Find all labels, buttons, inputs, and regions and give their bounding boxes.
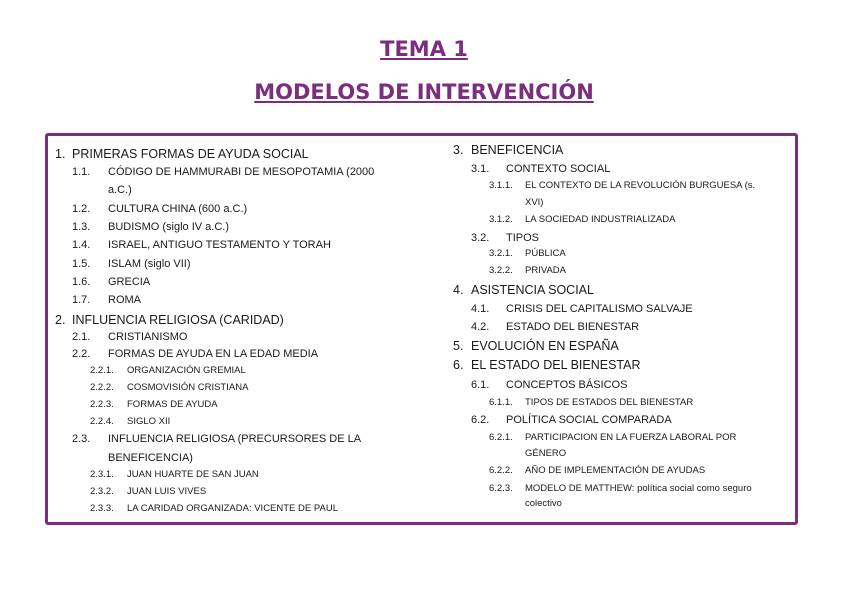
outline-text: ISLAM (siglo VII) <box>108 258 191 270</box>
outline-number: 2.3.1. <box>90 469 114 480</box>
outline-text: TIPOS <box>506 232 540 244</box>
outline-text: PRIVADA <box>525 265 567 276</box>
outline-number: 6.1.1. <box>489 397 513 408</box>
outline-number: 6.2.1. <box>489 432 513 443</box>
outline-text: EVOLUCIÓN EN ESPAÑA <box>471 339 619 353</box>
outline-number: 1.5. <box>72 258 91 270</box>
outline-number: 3.1.2. <box>489 214 513 225</box>
outline-number: 1.6. <box>72 276 91 288</box>
outline-number: 6.2. <box>471 414 490 426</box>
outline-text: GÉNERO <box>525 448 567 459</box>
outline-text: EL ESTADO DEL BIENESTAR <box>471 358 641 372</box>
outline-text: XVI) <box>525 197 544 208</box>
outline-text: PÚBLICA <box>525 248 566 259</box>
outline-text: CRISIS DEL CAPITALISMO SALVAJE <box>506 303 693 315</box>
outline-text: ESTADO DEL BIENESTAR <box>506 321 640 333</box>
outline-text: JUAN LUIS VIVES <box>127 486 207 497</box>
outline-text: FORMAS DE AYUDA <box>127 399 218 410</box>
outline-text: COSMOVISIÓN CRISTIANA <box>127 382 249 393</box>
outline-text: a.C.) <box>108 184 132 196</box>
outline-text: ROMA <box>108 294 141 306</box>
outline-text: JUAN HUARTE DE SAN JUAN <box>127 469 259 480</box>
outline-text: BENEFICENCIA) <box>108 452 193 464</box>
outline-number: 2.3. <box>72 433 91 445</box>
outline-text: BUDISMO (siglo IV a.C.) <box>108 221 230 233</box>
outline-text: SIGLO XII <box>127 416 171 427</box>
outline-number: 2.3.2. <box>90 486 114 497</box>
outline-number: 6.1. <box>471 379 490 391</box>
outline-text: TIPOS DE ESTADOS DEL BIENESTAR <box>525 397 694 408</box>
outline-number: 3.1. <box>471 163 490 175</box>
topic-title: TEMA 1 <box>380 37 468 61</box>
outline-number: 4.2. <box>471 321 490 333</box>
outline-number: 3.1.1. <box>489 180 513 191</box>
outline-number: 2. <box>55 313 66 327</box>
outline-text: CULTURA CHINA (600 a.C.) <box>108 203 248 215</box>
outline-text: CRISTIANISMO <box>108 331 188 343</box>
outline-number: 3.2.2. <box>489 265 513 276</box>
outline-number: 2.2. <box>72 348 91 360</box>
outline-text: GRECIA <box>108 276 151 288</box>
outline-number: 5. <box>453 339 464 353</box>
outline-text: BENEFICENCIA <box>471 143 564 157</box>
outline-number: 1.7. <box>72 294 91 306</box>
outline-number: 3. <box>453 143 464 157</box>
outline-text: PRIMERAS FORMAS DE AYUDA SOCIAL <box>72 147 309 161</box>
outline-number: 1.1. <box>72 166 91 178</box>
outline-number: 2.2.4. <box>90 416 114 427</box>
outline-text: POLÍTICA SOCIAL COMPARADA <box>506 414 672 426</box>
outline-text: ASISTENCIA SOCIAL <box>471 283 594 297</box>
outline-number: 1.3. <box>72 221 91 233</box>
outline-text: INFLUENCIA RELIGIOSA (PRECURSORES DE LA <box>108 433 362 445</box>
outline-text: LA SOCIEDAD INDUSTRIALIZADA <box>525 214 676 225</box>
outline-text: INFLUENCIA RELIGIOSA (CARIDAD) <box>72 313 284 327</box>
outline-text: CONTEXTO SOCIAL <box>506 163 611 175</box>
outline-text: CÓDIGO DE HAMMURABI DE MESOPOTAMIA (2000 <box>108 166 375 178</box>
outline-text: LA CARIDAD ORGANIZADA: VICENTE DE PAUL <box>127 503 338 514</box>
outline-number: 2.3.3. <box>90 503 114 514</box>
outline-text: MODELO DE MATTHEW: política social como seguro <box>525 483 752 494</box>
outline-number: 4.1. <box>471 303 490 315</box>
outline-text: CONCEPTOS BÁSICOS <box>506 379 628 391</box>
outline-text: colectivo <box>525 498 562 509</box>
outline-number: 3.2.1. <box>489 248 513 259</box>
outline-number: 4. <box>453 283 464 297</box>
outline-number: 2.2.3. <box>90 399 114 410</box>
outline-text: FORMAS DE AYUDA EN LA EDAD MEDIA <box>108 348 319 360</box>
outline-number: 6. <box>453 358 464 372</box>
outline-number: 1.4. <box>72 239 91 251</box>
outline-number: 2.1. <box>72 331 91 343</box>
outline-number: 2.2.1. <box>90 365 114 376</box>
outline-number: 2.2.2. <box>90 382 114 393</box>
page-title: MODELOS DE INTERVENCIÓN <box>254 80 594 104</box>
outline-number: 6.2.2. <box>489 465 513 476</box>
outline-text: PARTICIPACION EN LA FUERZA LABORAL POR <box>525 432 737 443</box>
outline-number: 1.2. <box>72 203 91 215</box>
outline-number: 1. <box>55 147 66 161</box>
outline-number: 6.2.3. <box>489 483 513 494</box>
outline-text: EL CONTEXTO DE LA REVOLUCIÓN BURGUESA (s. <box>525 180 756 191</box>
outline-text: ORGANIZACIÓN GREMIAL <box>127 365 246 376</box>
outline-text: AÑO DE IMPLEMENTACIÓN DE AYUDAS <box>525 465 706 476</box>
outline-number: 3.2. <box>471 232 490 244</box>
outline-text: ISRAEL, ANTIGUO TESTAMENTO Y TORAH <box>108 239 331 251</box>
